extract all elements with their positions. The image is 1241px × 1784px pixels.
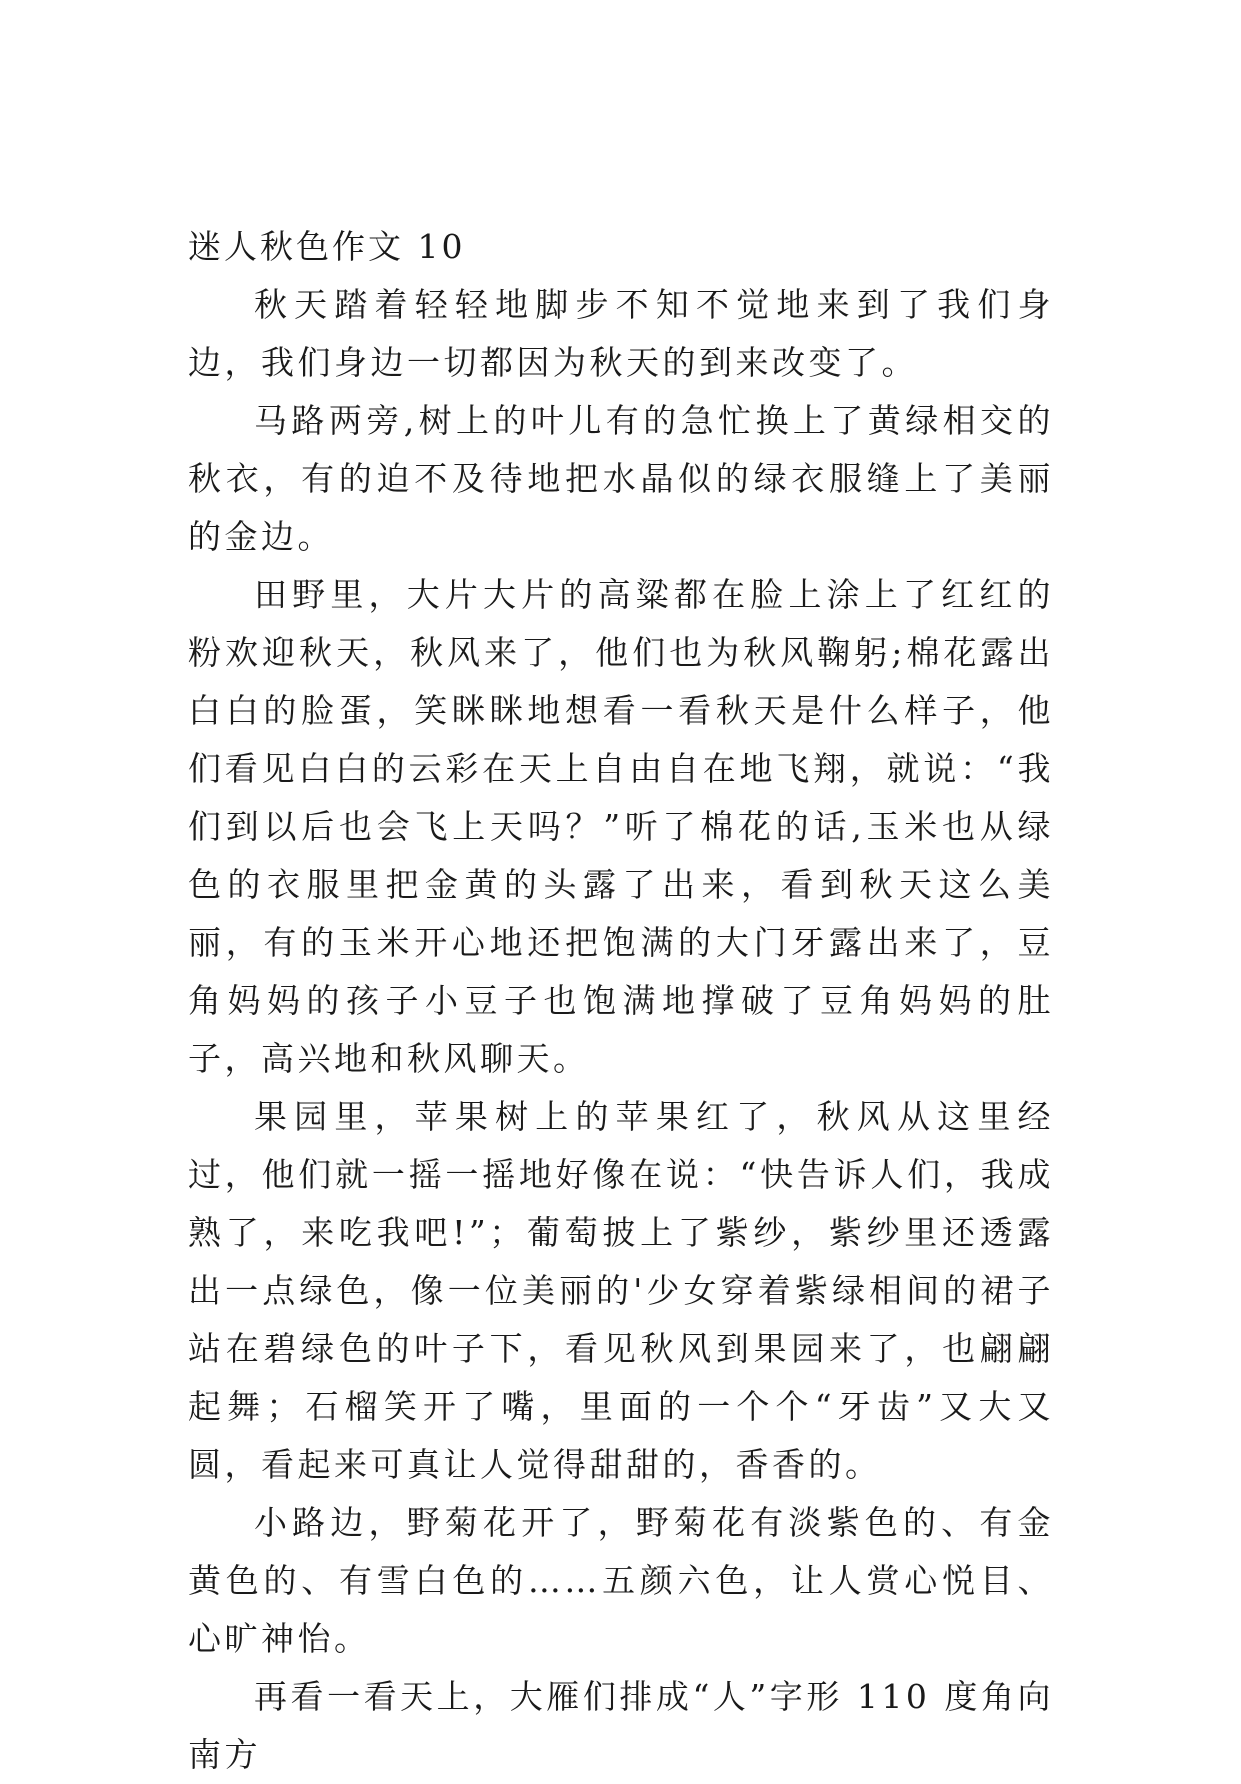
- paragraph-fields: 田野里，大片大片的高粱都在脸上涂上了红红的粉欢迎秋天，秋风来了，他们也为秋风鞠躬;棉花露出白白的脸蛋，笑眯眯地想看一看秋天是什么样子，他们看见白白的云彩在天上自由自在地飞翔，就说：“我们到以后也会飞上天吗？”听了棉花的话,玉米也从绿色的衣服里把金黄的头露了出来，看到秋天这么美丽，有的玉米开心地还把饱满的大门牙露出来了，豆角妈妈的孩子小豆子也饱满地撑破了豆角妈妈的肚子，高兴地和秋风聊天。: [188, 575, 1054, 1078]
- paragraph-wild-geese: 再看一看天上，大雁们排成“人”字形 110 度角向南方: [188, 1677, 1054, 1774]
- paragraph-wild-chrysanthemums: 小路边，野菊花开了，野菊花有淡紫色的、有金黄色的、有雪白色的……五颜六色，让人赏心悦目、心旷神怡。: [188, 1503, 1054, 1658]
- document-title: 迷人秋色作文 10: [188, 227, 466, 266]
- document-body: [188, 218, 1054, 1784]
- paragraph-orchard: 果园里，苹果树上的苹果红了，秋风从这里经过，他们就一摇一摇地好像在说：“快告诉人们，我成熟了，来吃我吧!”；葡萄披上了紫纱，紫纱里还透露出一点绿色，像一位美丽的'少女穿着紫绿相间的裙子站在碧绿色的叶子下，看见秋风到果园来了，也翩翩起舞；石榴笑开了嘴，里面的一个个“牙齿”又大又圆，看起来可真让人觉得甜甜的，香香的。: [188, 1097, 1054, 1484]
- paragraph-intro: 秋天踏着轻轻地脚步不知不觉地来到了我们身边，我们身边一切都因为秋天的到来改变了。: [188, 285, 1054, 382]
- paragraph-roadside-trees: 马路两旁,树上的叶儿有的急忙换上了黄绿相交的秋衣，有的迫不及待地把水晶似的绿衣服缝上了美丽的金边。: [188, 401, 1054, 556]
